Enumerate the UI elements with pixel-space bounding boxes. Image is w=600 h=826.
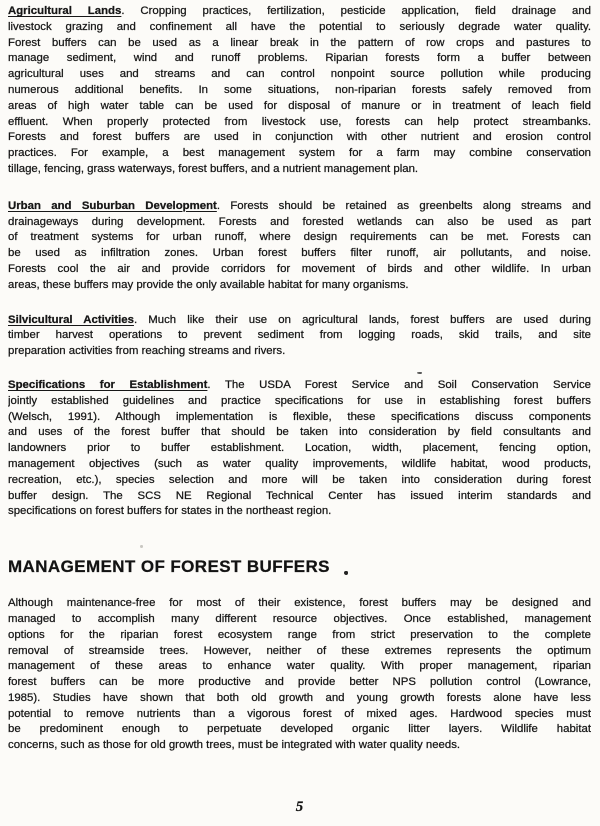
- text-line: options for the riparian forest ecosystem range from strict preservation to the complete: [8, 628, 591, 641]
- text-line: agricultural uses and streams and can control nonpoint source pollution while producing: [8, 68, 591, 81]
- text-line: specifications on forest buffers for states in the northeast region.: [8, 505, 332, 518]
- paragraph-lead: Urban and Suburban Development: [8, 199, 217, 212]
- text-line: tillage, fencing, grass waterways, forest buffers, and a nutrient management plan.: [8, 162, 419, 175]
- paragraph-lead: Specifications for Establishment: [8, 378, 208, 391]
- text-line: and uses of the forest buffer that should be taken into consideration by field consultants and: [8, 426, 591, 439]
- text-line: Forests cool the air and provide corridors for movement of birds and other wildlife. In urban: [8, 262, 591, 275]
- section-heading-management-of-forest-buffers: MANAGEMENT OF FOREST BUFFERS: [8, 557, 330, 577]
- text-line: concerns, such as those for old growth trees, must be integrated with water quality needs.: [8, 739, 461, 752]
- text-line: managed to accomplish many different resource objectives. Once established, management: [8, 612, 591, 625]
- text-line: be used as infiltration zones. Urban forest buffers filter runoff, air pollutants, and noise.: [8, 247, 591, 260]
- text-line: Specifications for Establishment. The USDA Forest Service and Soil Conservation Service: [8, 378, 591, 391]
- text-line: areas, these buffers may provide the only available habitat for many organisms.: [8, 278, 409, 291]
- text-line: be predominent enough to perpetuate developed organic litter layers. Wildlife habitat: [8, 723, 591, 736]
- text-line: landowners prior to buffer establishment. Location, width, placement, fencing option,: [8, 442, 591, 455]
- text-line: Agricultural Lands. Cropping practices, fertilization, pesticide application, field drainage and: [8, 5, 591, 17]
- text-line: effluent. When properly protected from livestock use, forests can help protect streambanks.: [8, 115, 591, 128]
- scan-speck: [140, 545, 143, 548]
- text-line: buffer design. The SCS NE Regional Technical Center has issued interim standards and: [8, 489, 591, 502]
- text-line: recreation, etc.), species selection and more will be taken into consideration during forest: [8, 473, 591, 486]
- page-number: 5: [295, 799, 304, 816]
- text-line: Forest buffers can be used as a linear break in the pattern of row crops and pastures to: [8, 36, 591, 49]
- text-line: 1985). Studies have shown that both old growth and young growth forests alone have less: [8, 691, 591, 704]
- paragraph-lead: Silvicultural Activities: [8, 313, 134, 326]
- text-line: forest buffers can be more productive and provide better NPS pollution control (Lowrance,: [8, 676, 591, 689]
- paragraph-silvicultural-activities: [8, 313, 591, 360]
- text-line: removal of streamside trees. However, neither of these extremes represents the optimum: [8, 644, 591, 657]
- text-line: livestock grazing and confinement all have the potential to seriously degrade water quality.: [8, 20, 591, 33]
- text-line: practices. For example, a best management system for a farm may combine conservation: [8, 147, 591, 160]
- paragraph-urban-suburban-development: [8, 199, 591, 294]
- paragraph-agricultural-lands: [8, 4, 591, 178]
- text-line: timber harvest operations to prevent sediment from logging roads, skid trails, and site: [8, 329, 591, 342]
- text-line: preparation activities from reaching streams and rivers.: [8, 345, 286, 358]
- text-line: (Welsch, 1991). Although implementation is flexible, these specifications discuss components: [8, 410, 591, 423]
- text-line: Silvicultural Activities. Much like their use on agricultural lands, forest buffers are used during: [8, 313, 591, 326]
- scan-speck: [417, 372, 422, 374]
- text-line: numerous additional benefits. In some situations, non-riparian forests safely removed from: [8, 83, 591, 96]
- text-line: management of these areas to enhance water quality. With proper management, riparian: [8, 660, 591, 673]
- text-line: Forests and forest buffers are used in conjunction with other nutrient and erosion control: [8, 131, 591, 144]
- text-line: manage sediment, wind and runoff problems. Riparian forests form a buffer between: [8, 52, 591, 65]
- scan-speck: [344, 571, 348, 575]
- text-line: areas of high water table can be used for disposal of manure or in treatment of leach field: [8, 99, 591, 112]
- text-line: Although maintenance-free for most of their existence, forest buffers may be designed and: [8, 597, 591, 610]
- text-line: Urban and Suburban Development. Forests should be retained as greenbelts along streams and: [8, 199, 591, 212]
- paragraph-lead: Agricultural Lands: [8, 5, 122, 17]
- paragraph-specifications-for-establishment: [8, 378, 591, 520]
- paragraph-management-body: [8, 596, 591, 754]
- text-line: management objectives (such as water quality improvements, wildlife habitat, wood products,: [8, 457, 591, 470]
- text-line: drainageways during development. Forests and forested wetlands can also be used as part: [8, 215, 591, 228]
- text-line: jointly established guidelines and practice specifications for use in establishing forest buffers: [8, 394, 591, 407]
- text-line: potential to remove nutrients than a vigorous forest of mixed ages. Hardwood species must: [8, 707, 591, 720]
- text-line: of treatment systems for urban runoff, where design requirements can be met. Forests can: [8, 231, 591, 244]
